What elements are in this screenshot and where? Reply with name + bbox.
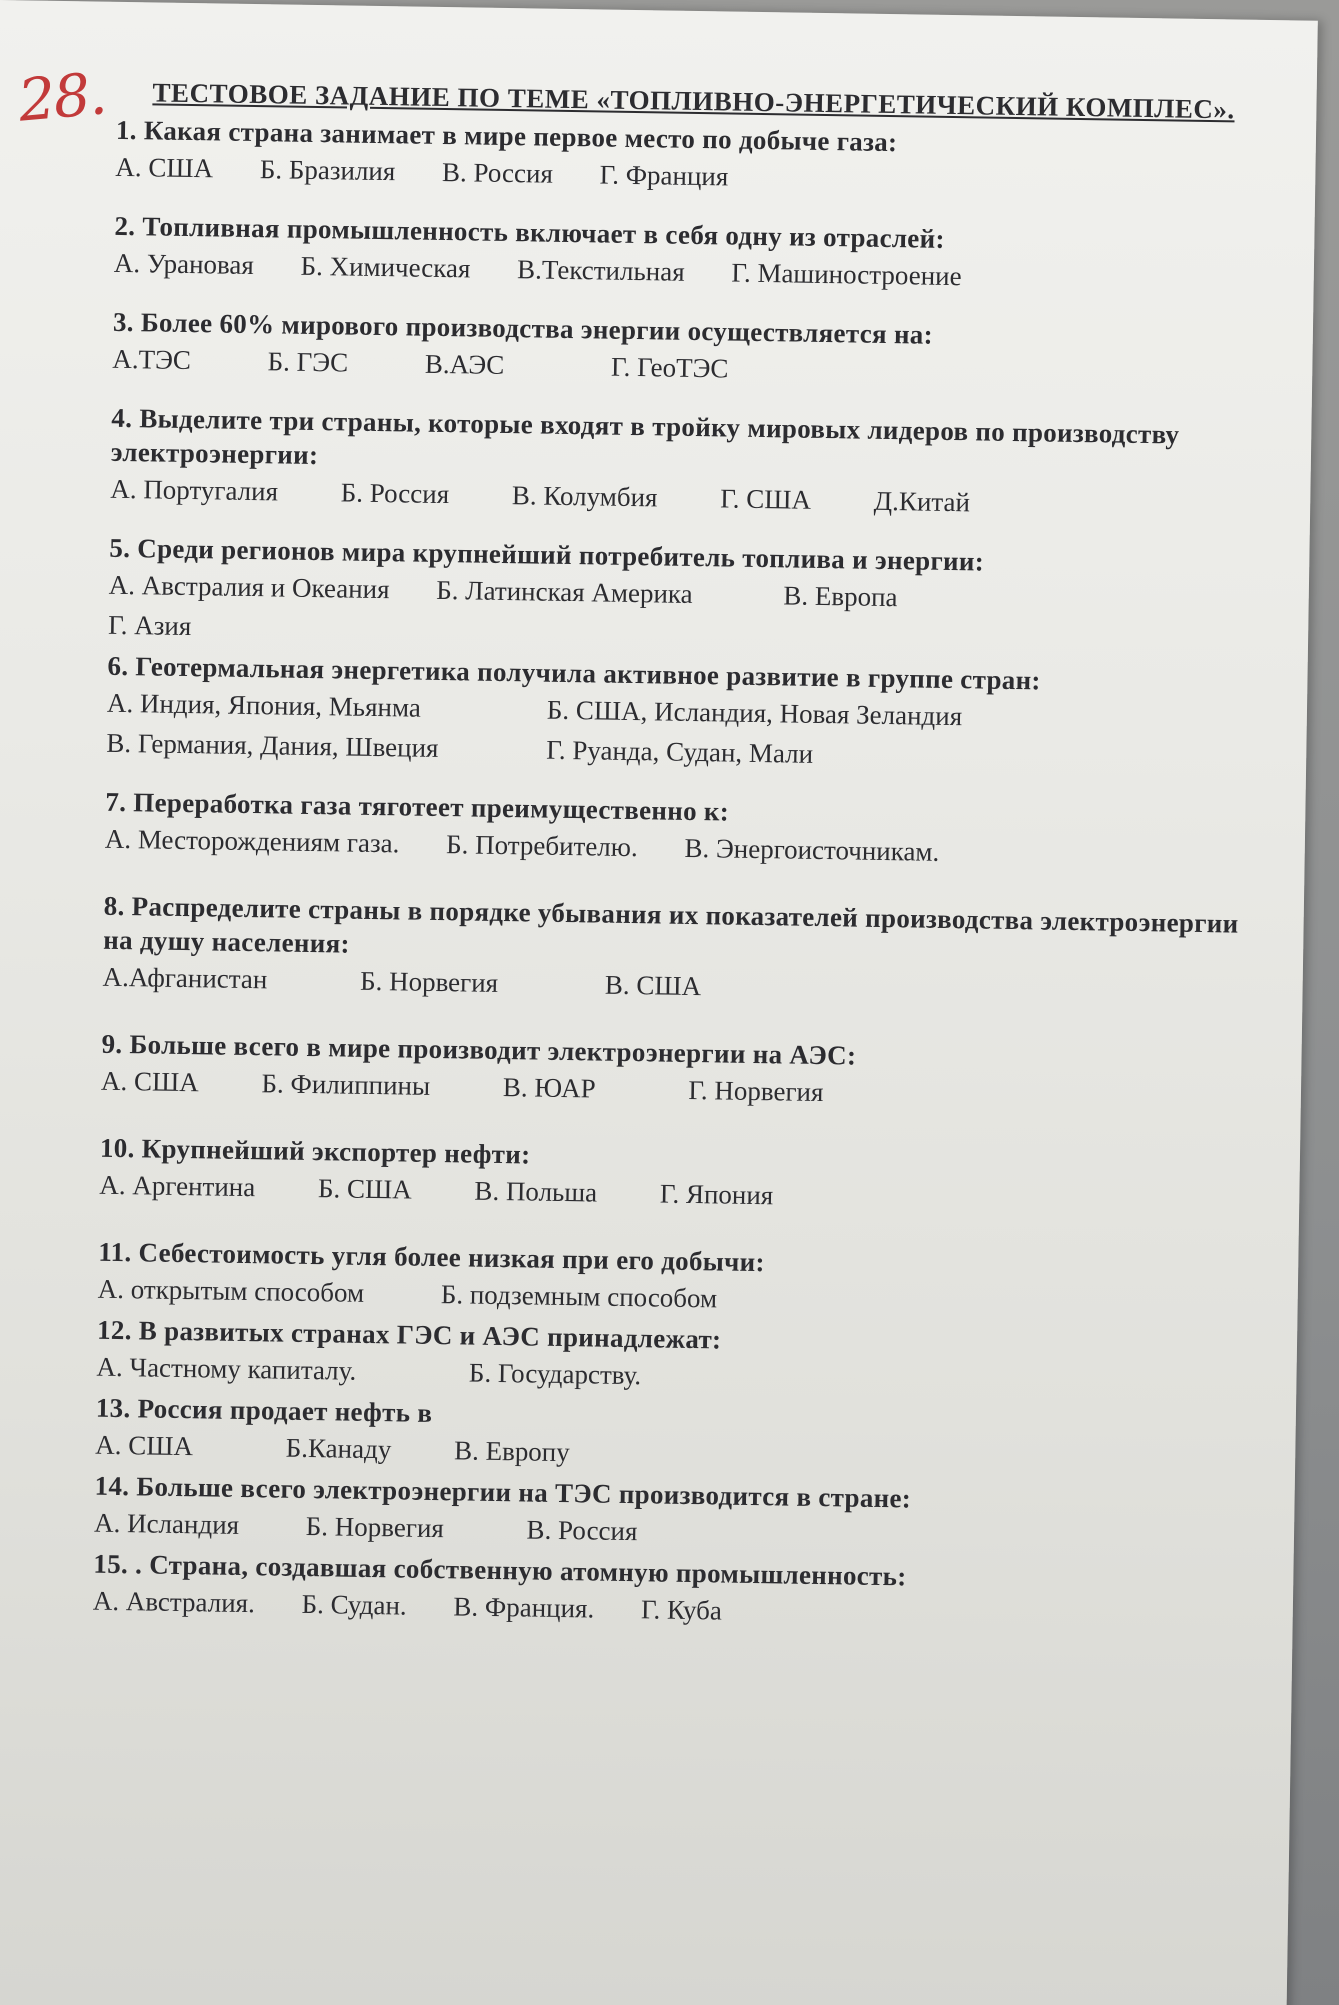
question-text: 8. Распределите страны в порядке убывания их показателей производства электроэнергии на душу населения: bbox=[103, 890, 1239, 959]
option-a: А.Афганистан bbox=[102, 961, 268, 995]
question-text: 6. Геотермальная энергетика получила активное развитие в группе стран: bbox=[107, 650, 1041, 696]
option-b: Б. Филиппины bbox=[261, 1068, 431, 1101]
question-text: 1. Какая страна занимает в мире первое место по добыче газа: bbox=[115, 114, 898, 158]
question-text: 12. В развитых странах ГЭС и АЭС принадлежат: bbox=[96, 1314, 722, 1355]
option-d: Д.Китай bbox=[873, 485, 971, 518]
option-b: Б. США, Исландия, Новая Зеландия bbox=[546, 694, 963, 732]
question-text: 15. . Страна, создавшая собственную атомную промышленность: bbox=[93, 1548, 907, 1592]
option-b: Б. Государству. bbox=[468, 1357, 642, 1391]
question-11 bbox=[97, 1235, 1248, 1327]
option-a: А. Индия, Япония, Мьянма bbox=[106, 687, 422, 723]
option-b: Б. Россия bbox=[340, 477, 450, 510]
option-g: Г. Япония bbox=[659, 1178, 774, 1211]
question-4 bbox=[110, 401, 1262, 527]
question-text: 5. Среди регионов мира крупнейший потребитель топлива и энергии: bbox=[109, 532, 985, 577]
option-v: В. Европа bbox=[783, 580, 898, 613]
option-b: Б.Канаду bbox=[285, 1432, 392, 1465]
question-2 bbox=[114, 209, 1265, 301]
option-a: А. Частному капиталу. bbox=[96, 1351, 357, 1386]
option-g: Г. ГеоТЭС bbox=[610, 351, 729, 384]
option-b: Б. Латинская Америка bbox=[436, 574, 693, 609]
option-a: А. Австралия и Океания bbox=[108, 569, 390, 605]
question-14 bbox=[94, 1469, 1245, 1561]
question-text: 10. Крупнейший экспортер нефти: bbox=[99, 1132, 531, 1170]
question-5 bbox=[108, 531, 1260, 663]
option-g: Г. Франция bbox=[599, 159, 729, 192]
option-b: Б. Судан. bbox=[301, 1588, 407, 1621]
option-a: А. Урановая bbox=[113, 247, 255, 281]
question-6 bbox=[106, 649, 1258, 781]
option-b: Б. Потребителю. bbox=[445, 829, 638, 863]
option-v: В. Польша bbox=[474, 1175, 598, 1208]
option-g: Г. Куба bbox=[640, 1594, 723, 1626]
question-9 bbox=[101, 1027, 1252, 1119]
question-3 bbox=[112, 305, 1263, 397]
question-text: 4. Выделите три страны, которые входят в тройку мировых лидеров по производству электроэнергии: bbox=[110, 402, 1180, 471]
option-b: Б. Бразилия bbox=[259, 154, 396, 187]
question-text: 7. Переработка газа тяготеет преимущественно к: bbox=[105, 786, 730, 827]
option-v: В.АЭС bbox=[424, 348, 505, 380]
option-a: А. Австралия. bbox=[92, 1585, 256, 1619]
option-v: В. Россия bbox=[526, 1514, 638, 1547]
question-text: 14. Больше всего электроэнергии на ТЭС производится в стране: bbox=[94, 1470, 912, 1514]
option-a: А.ТЭС bbox=[112, 343, 192, 376]
option-b: Б. Норвегия bbox=[359, 965, 499, 998]
option-g: Г. Норвегия bbox=[688, 1074, 824, 1108]
option-g: Г. Руанда, Судан, Мали bbox=[546, 734, 814, 769]
question-text: 9. Больше всего в мире производит электроэнергии на АЭС: bbox=[101, 1028, 857, 1071]
question-text: 2. Топливная промышленность включает в себя одну из отраслей: bbox=[114, 210, 945, 254]
test-content bbox=[93, 76, 1267, 1639]
option-b: Б. подземным способом bbox=[440, 1279, 718, 1314]
option-a: А. Исландия bbox=[93, 1507, 240, 1540]
answer-options bbox=[106, 683, 1257, 781]
option-v: В. США bbox=[604, 969, 702, 1002]
question-text: 3. Более 60% мирового производства энергии осуществляется на: bbox=[112, 306, 934, 350]
option-v: В. ЮАР bbox=[502, 1072, 596, 1104]
option-v: В. Германия, Дания, Швеция bbox=[106, 727, 439, 763]
option-v: В. Колумбия bbox=[511, 480, 658, 513]
question-10 bbox=[99, 1131, 1250, 1223]
option-g: Г. Машиностроение bbox=[731, 257, 962, 292]
question-15 bbox=[93, 1547, 1244, 1639]
question-13 bbox=[95, 1391, 1246, 1483]
option-v: В.Текстильная bbox=[516, 254, 685, 287]
question-text: 13. Россия продает нефть в bbox=[95, 1392, 433, 1428]
option-a: А. Месторождениям газа. bbox=[104, 823, 400, 859]
answer-options bbox=[108, 565, 1259, 663]
question-8 bbox=[102, 889, 1254, 1015]
option-a: А. США bbox=[95, 1429, 194, 1462]
option-b: Б. ГЭС bbox=[267, 346, 349, 378]
option-v: В. Франция. bbox=[453, 1591, 595, 1624]
option-a: А. США bbox=[115, 151, 214, 184]
option-g: Г. США bbox=[720, 483, 812, 515]
handwritten-page-number: 28. bbox=[15, 59, 108, 135]
option-a: А. США bbox=[100, 1065, 200, 1098]
question-7 bbox=[105, 785, 1256, 877]
option-a: А. Португалия bbox=[110, 473, 279, 507]
option-g: Г. Азия bbox=[107, 609, 192, 642]
option-v: В. Энергоисточникам. bbox=[684, 832, 940, 867]
option-v: В. Россия bbox=[441, 156, 554, 189]
option-b: Б. Норвегия bbox=[305, 1510, 445, 1544]
option-b: Б. Химическая bbox=[300, 250, 471, 284]
option-a: А. открытым способом bbox=[97, 1273, 365, 1308]
question-1 bbox=[115, 113, 1266, 205]
option-b: Б. США bbox=[317, 1173, 412, 1205]
option-v: В. Европу bbox=[453, 1435, 571, 1468]
question-12 bbox=[96, 1313, 1247, 1405]
test-title: ТЕСТОВОЕ ЗАДАНИЕ ПО ТЕМЕ «ТОПЛИВНО-ЭНЕРГЕТИЧЕСКИЙ КОМПЛЕС». bbox=[152, 77, 1235, 125]
question-text: 11. Себестоимость угля более низкая при его добычи: bbox=[98, 1236, 766, 1278]
option-a: А. Аргентина bbox=[99, 1169, 256, 1203]
